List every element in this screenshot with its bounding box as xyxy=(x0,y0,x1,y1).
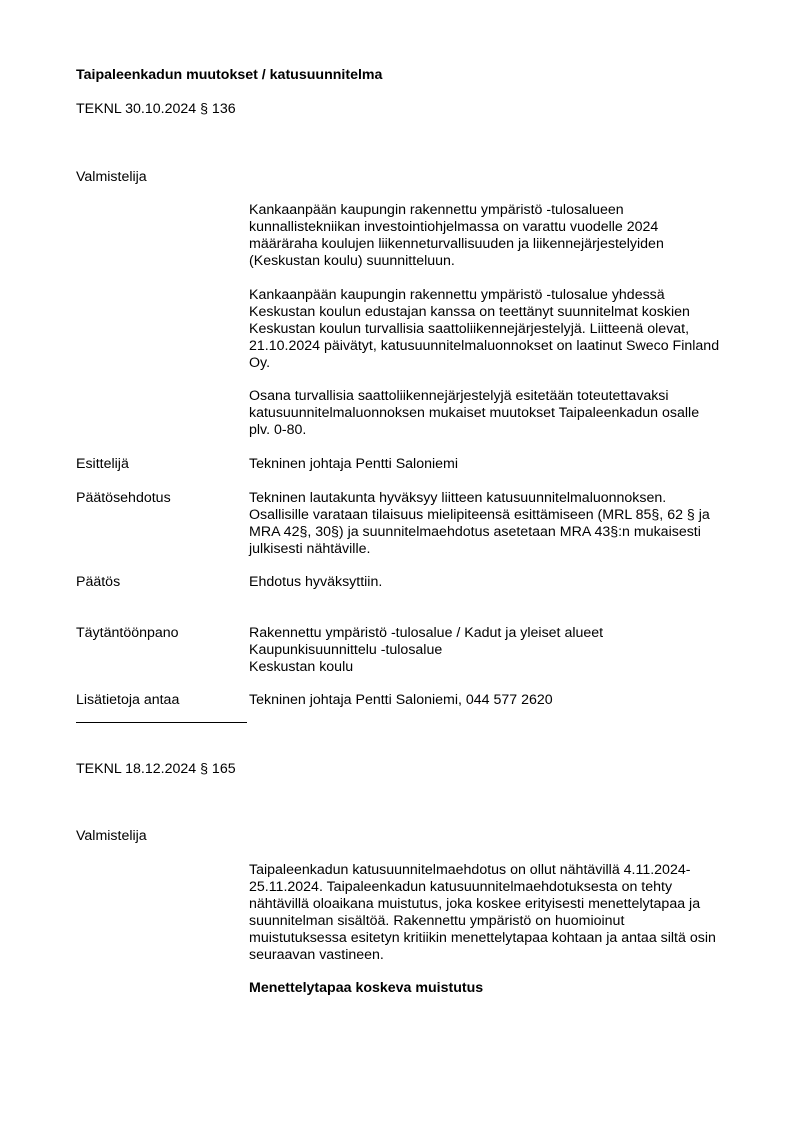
text-line: Kankaanpään kaupungin rakennettu ympäristö -tulosalue yhdessä xyxy=(249,287,665,303)
text-line: katusuunnitelmaluonnoksen mukaiset muutokset Taipaleenkadun osalle xyxy=(249,405,700,421)
text-line: (Keskustan koulu) suunnitteluun. xyxy=(249,253,455,269)
text-line: MRA 42§, 30§) ja suunnitelmaehdotus asetetaan MRA 43§:n mukaisesti xyxy=(249,524,701,540)
text-line: Keskustan koulun turvallisia saattoliikennejärjestelyjä. Liitteenä olevat, xyxy=(249,321,690,337)
preparation-paragraph-1 xyxy=(249,202,749,270)
section-divider xyxy=(76,722,247,723)
text-line: Osana turvallisia saattoliikennejärjestelyjä esitetään toteutettavaksi xyxy=(249,388,669,404)
text-line: muistutuksessa esitetyn kritiikin menettelytapaa kohtaan ja antaa siltä osin xyxy=(249,930,716,946)
meeting-reference-1: TEKNL 30.10.2024 § 136 xyxy=(76,101,236,117)
text-line: Keskustan koulun edustajan kanssa on teettänyt suunnitelmat koskien xyxy=(249,304,690,320)
text-line: määräraha koulujen liikenneturvallisuuden ja liikennejärjestelyiden xyxy=(249,236,664,252)
paatosehdotus-label: Päätösehdotus xyxy=(76,490,171,506)
preparation-paragraph-3 xyxy=(249,388,749,439)
text-line: kunnallistekniikan investointiohjelmassa on varattu vuodelle 2024 xyxy=(249,219,659,235)
paatos-label: Päätös xyxy=(76,574,121,590)
lisatietoja-value: Tekninen johtaja Pentti Saloniemi, 044 577 2620 xyxy=(249,692,553,708)
text-line: Kankaanpään kaupungin rakennettu ympäristö -tulosalueen xyxy=(249,202,624,218)
text-line: Keskustan koulu xyxy=(249,659,354,675)
preparation-paragraph-2 xyxy=(249,287,749,372)
text-line: suunnitelman sisältöä. Rakennettu ympäristö on huomioinut xyxy=(249,913,625,929)
section-subheading: Menettelytapaa koskeva muistutus xyxy=(249,980,484,996)
preparation-paragraph-4 xyxy=(249,862,749,964)
esittelija-label: Esittelijä xyxy=(76,456,129,472)
esittelija-value: Tekninen johtaja Pentti Saloniemi xyxy=(249,456,459,472)
text-line: plv. 0-80. xyxy=(249,422,307,438)
text-line: Kaupunkisuunnittelu -tulosalue xyxy=(249,642,443,658)
text-line: nähtävillä oloaikana muistutus, joka koskee erityisesti menettelytapaa ja xyxy=(249,896,701,912)
text-line: Taipaleenkadun katusuunnitelmaehdotus on ollut nähtävillä 4.11.2024- xyxy=(249,862,691,878)
paatosehdotus-text xyxy=(249,490,749,558)
text-line: Osallisille varataan tilaisuus mielipiteensä esittämiseen (MRL 85§, 62 § ja xyxy=(249,507,710,523)
text-line: seuraavan vastineen. xyxy=(249,947,384,963)
page-title: Taipaleenkadun muutokset / katusuunnitelma xyxy=(76,67,383,83)
taytantoonpano-text xyxy=(249,625,749,676)
text-line: Oy. xyxy=(249,355,271,371)
valmistelija-label-2: Valmistelija xyxy=(76,828,147,844)
text-line: Rakennettu ympäristö -tulosalue / Kadut ja yleiset alueet xyxy=(249,625,604,641)
text-line: julkisesti nähtäville. xyxy=(249,541,371,557)
text-line: 21.10.2024 päivätyt, katusuunnitelmaluonnokset on laatinut Sweco Finland xyxy=(249,338,720,354)
valmistelija-label-1: Valmistelija xyxy=(76,169,147,185)
text-line: Tekninen lautakunta hyväksyy liitteen katusuunnitelmaluonnoksen. xyxy=(249,490,667,506)
taytantoonpano-label: Täytäntöönpano xyxy=(76,625,179,641)
lisatietoja-label: Lisätietoja antaa xyxy=(76,692,180,708)
meeting-reference-2: TEKNL 18.12.2024 § 165 xyxy=(76,761,236,777)
paatos-value: Ehdotus hyväksyttiin. xyxy=(249,574,383,590)
text-line: 25.11.2024. Taipaleenkadun katusuunnitelmaehdotuksesta on tehty xyxy=(249,879,673,895)
